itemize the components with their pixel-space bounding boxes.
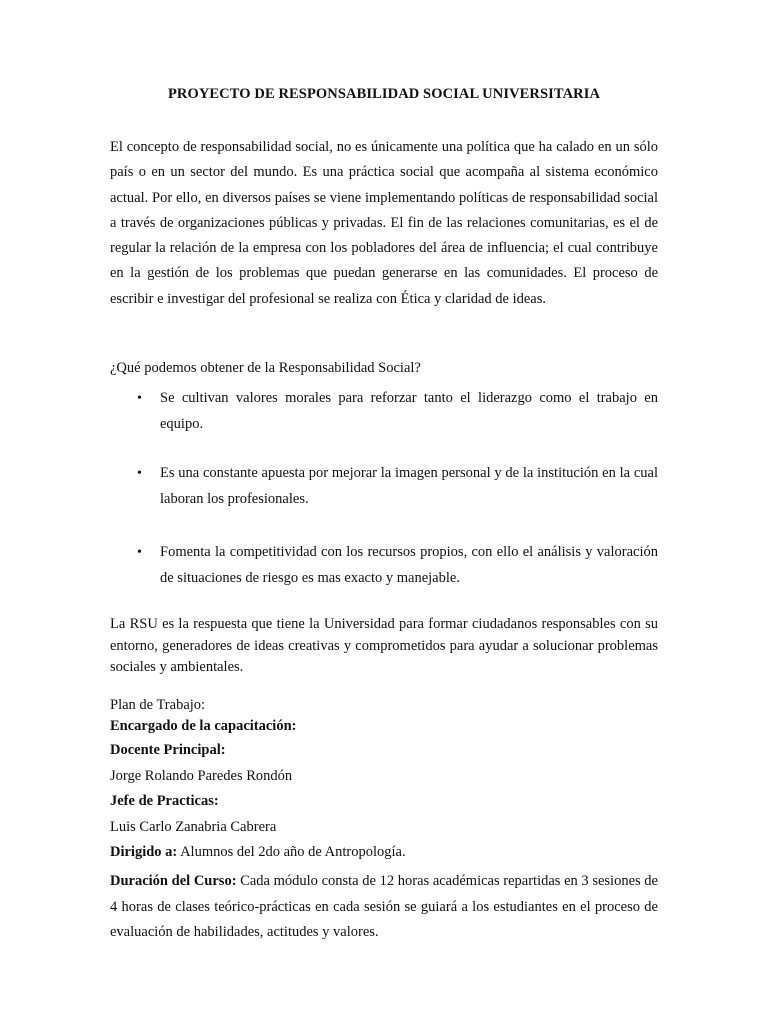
bullet-icon: • <box>137 545 142 560</box>
docente-name: Jorge Rolando Paredes Rondón <box>110 768 293 784</box>
list-item-text: Es una constante apuesta por mejorar la imagen personal y de la institución en la cual laboran los profesionales. <box>160 465 658 507</box>
jefe-name: Luis Carlo Zanabria Cabrera <box>110 819 277 835</box>
bullet-icon: • <box>137 391 142 406</box>
dirigido-line <box>110 844 406 861</box>
list-item-text: Se cultivan valores morales para reforzar tanto el liderazgo como el trabajo en equipo. <box>160 390 658 432</box>
plan-label: Plan de Trabajo: <box>110 697 206 713</box>
rsu-paragraph: La RSU es la respuesta que tiene la Universidad para formar ciudadanos responsables con su entorno, generadores de ideas creativas y comprometidos para ayudar a solucionar problemas sociales y ambientales. <box>110 616 658 676</box>
question-heading: ¿Qué podemos obtener de la Responsabilidad Social? <box>110 360 421 376</box>
dirigido-value: Alumnos del 2do año de Antropología. <box>177 844 406 860</box>
list-item-text: Fomenta la competitividad con los recursos propios, con ello el análisis y valoración de situaciones de riesgo es mas exacto y manejable. <box>160 544 658 586</box>
docente-label: Docente Principal: <box>110 742 226 758</box>
duracion-value: Cada módulo consta de 12 horas académicas repartidas en 3 sesiones de 4 horas de clases teórico-prácticas en cada sesión se guiará a los estudiantes en el proceso de evaluación de habilidades, actitudes y valores. <box>110 873 658 940</box>
encargado-label: Encargado de la capacitación: <box>110 718 297 734</box>
intro-paragraph: El concepto de responsabilidad social, no es únicamente una política que ha calado en un sólo país o en un sector del mundo. Es una práctica social que acompaña al sistema económico actual. Por ello, en diversos países se viene implementando políticas de responsabilidad social a través de organizaciones públicas y privadas. El fin de las relaciones comunitarias, es el de regular la relación de la empresa con los pobladores del área de influencia; el cual contribuye en la gestión de los problemas que puedan generarse en las comunidades. El proceso de escribir e investigar del profesional se realiza con Ética y claridad de ideas. <box>110 139 658 307</box>
bullet-icon: • <box>137 466 142 481</box>
document-title: PROYECTO DE RESPONSABILIDAD SOCIAL UNIVERSITARIA <box>167 86 601 102</box>
duracion-paragraph <box>110 869 658 946</box>
duracion-label: Duración del Curso: <box>110 873 237 889</box>
jefe-label: Jefe de Practicas: <box>110 793 219 809</box>
dirigido-label: Dirigido a: <box>110 844 178 860</box>
